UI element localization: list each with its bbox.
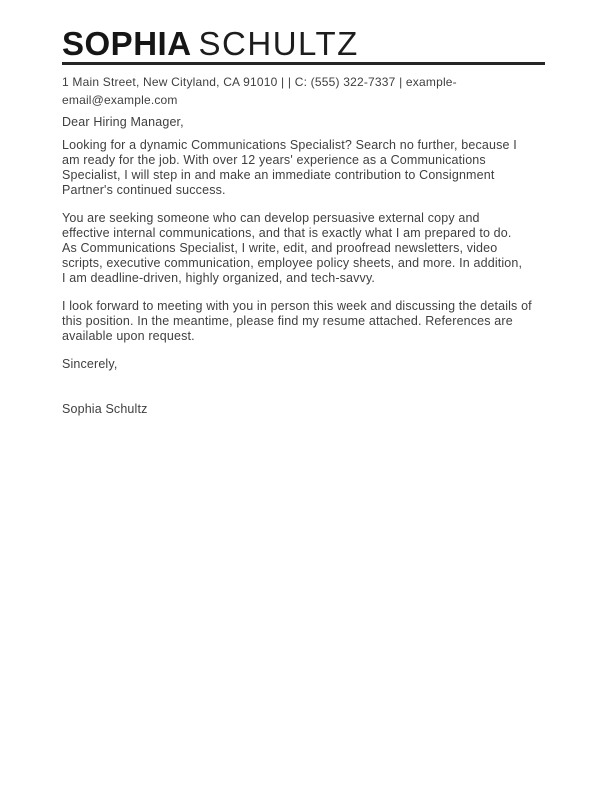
paragraph-line: You are seeking someone who can develop persuasive external copy and (62, 211, 480, 225)
letter-header (62, 27, 545, 109)
signature-name: Sophia Schultz (62, 402, 148, 416)
name-heading (62, 27, 545, 61)
paragraph-line: Looking for a dynamic Communications Specialist? Search no further, because I (62, 138, 517, 152)
paragraph-line: scripts, executive communication, employee policy sheets, and more. In addition, (62, 256, 523, 270)
contact-line-1: 1 Main Street, New Cityland, CA 91010 | | C: (555) 322-7337 | example- (62, 75, 457, 89)
paragraph-1 (62, 138, 545, 198)
paragraph-line: effective internal communications, and that is exactly what I am prepared to do. (62, 226, 512, 240)
contact-line-2: email@example.com (62, 93, 178, 107)
contact-info (62, 73, 545, 109)
letter-body (62, 115, 545, 417)
paragraph-line: As Communications Specialist, I write, edit, and proofread newsletters, video (62, 241, 498, 255)
first-name: SOPHIA (62, 25, 192, 62)
paragraph-line: available upon request. (62, 329, 195, 343)
paragraph-line: I look forward to meeting with you in person this week and discussing the details of (62, 299, 532, 313)
paragraph-line: am ready for the job. With over 12 years' experience as a Communications (62, 153, 486, 167)
paragraph-line: this position. In the meantime, please find my resume attached. References are (62, 314, 513, 328)
paragraph-3 (62, 299, 545, 344)
closing: Sincerely, (62, 357, 118, 371)
greeting: Dear Hiring Manager, (62, 115, 184, 129)
header-divider (62, 62, 545, 65)
paragraph-line: Partner's continued success. (62, 183, 226, 197)
paragraph-line: I am deadline-driven, highly organized, and tech-savvy. (62, 271, 376, 285)
paragraph-2 (62, 211, 545, 286)
paragraph-line: Specialist, I will step in and make an immediate contribution to Consignment (62, 168, 495, 182)
last-name: SCHULTZ (198, 25, 359, 62)
